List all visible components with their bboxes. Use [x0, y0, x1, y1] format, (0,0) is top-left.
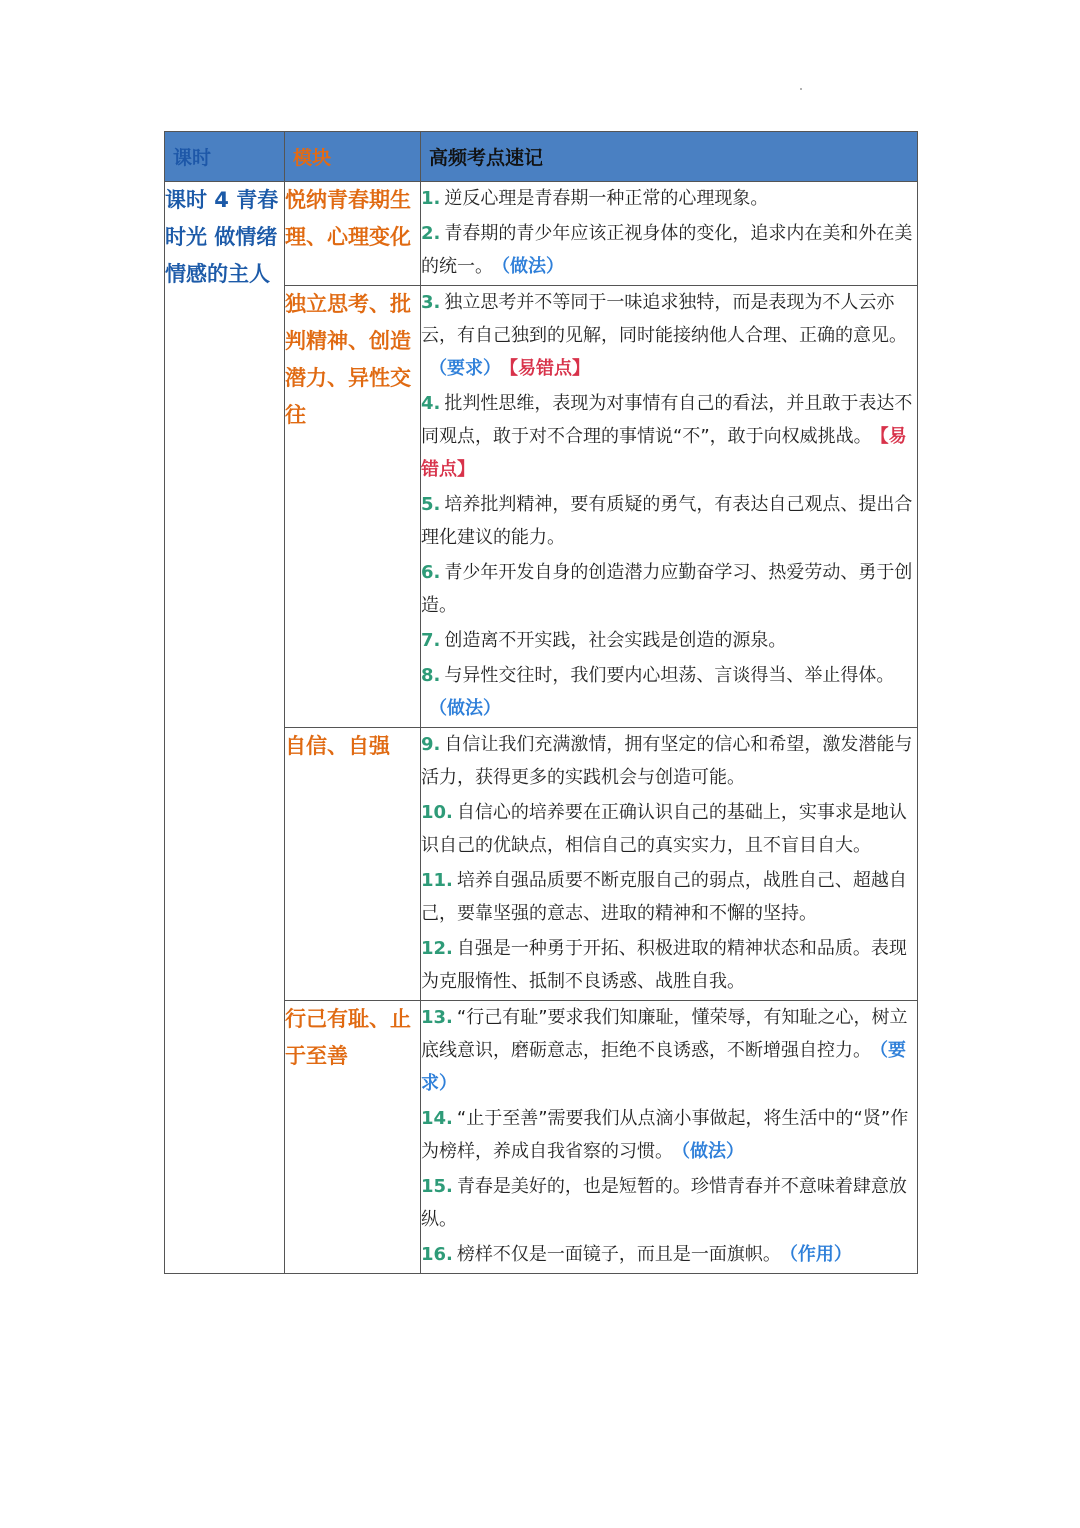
- module-name: 独立思考、批判精神、创造潜力、异性交往: [285, 286, 421, 728]
- point-text: 逆反心理是青春期一种正常的心理现象。: [444, 188, 769, 209]
- point-text: 青春期的青少年应该正视身体的变化，追求内在美和外在美的统一。: [421, 223, 913, 277]
- point-number: 13.: [421, 1007, 453, 1028]
- point-text: 自强是一种勇于开拓、积极进取的精神状态和品质。表现为克服惰性、抵制不良诱惑、战胜自我。: [421, 938, 907, 992]
- category-tag: （要求）: [429, 358, 501, 379]
- point-number: 16.: [421, 1244, 453, 1265]
- module-points: [421, 728, 918, 1001]
- key-point: [421, 286, 917, 385]
- key-point: [421, 488, 917, 554]
- point-text: 青少年开发自身的创造潜力应勤奋学习、热爱劳动、勇于创造。: [421, 562, 913, 616]
- point-text: 批判性思维，表现为对事情有自己的看法，并且敢于表达不同观点，敢于对不合理的事情说“不”，敢于向权威挑战。: [421, 393, 913, 447]
- point-text: 独立思考并不等同于一味追求独特，而是表现为不人云亦云，有自己独到的见解，同时能接纳他人合理、正确的意见。: [421, 292, 907, 346]
- module-points: [421, 1001, 918, 1274]
- module-points: [421, 182, 918, 286]
- category-tag: （做法）: [429, 698, 501, 719]
- key-point: [421, 182, 917, 215]
- point-text: “行己有耻”要求我们知廉耻，懂荣辱，有知耻之心，树立底线意识，磨砺意志，拒绝不良诱惑，不断增强自控力。: [421, 1007, 908, 1061]
- point-number: 6.: [421, 562, 441, 583]
- point-number: 7.: [421, 630, 441, 651]
- point-number: 2.: [421, 223, 441, 244]
- point-number: 14.: [421, 1108, 453, 1129]
- point-text: 自信心的培养要在正确认识自己的基础上，实事求是地认识自己的优缺点，相信自己的真实实力，且不盲目自大。: [421, 802, 907, 856]
- point-number: 9.: [421, 734, 441, 755]
- point-text: 与异性交往时，我们要内心坦荡、言谈得当、举止得体。: [444, 665, 895, 686]
- key-point: [421, 556, 917, 622]
- point-text: 培养自强品质要不断克服自己的弱点，战胜自己、超越自己，要靠坚强的意志、进取的精神和不懈的坚持。: [421, 870, 907, 924]
- key-point: [421, 217, 917, 283]
- key-point: [421, 387, 917, 486]
- key-point: [421, 796, 917, 862]
- point-number: 5.: [421, 494, 441, 515]
- point-number: 4.: [421, 393, 441, 414]
- lesson-title: 课时 4 青春时光 做情绪情感的主人: [165, 182, 285, 1274]
- category-tag: （要求）: [421, 1040, 906, 1094]
- header-module: 模块: [285, 132, 421, 182]
- key-point: [421, 932, 917, 998]
- key-points-table: [164, 131, 918, 1274]
- header-points: 高频考点速记: [421, 132, 918, 182]
- key-point: [421, 659, 917, 725]
- point-text: “止于至善”需要我们从点滴小事做起，将生活中的“贤”作为榜样，养成自我省察的习惯。: [421, 1108, 909, 1162]
- point-number: 12.: [421, 938, 453, 959]
- key-point: [421, 864, 917, 930]
- point-text: 榜样不仅是一面镜子，而且是一面旗帜。: [456, 1244, 781, 1265]
- module-row: [165, 182, 918, 286]
- table-body: [165, 182, 918, 1274]
- key-point: [421, 1001, 917, 1100]
- point-number: 8.: [421, 665, 441, 686]
- module-name: 行己有耻、止于至善: [285, 1001, 421, 1274]
- error-prone-tag: 【易错点】: [509, 358, 590, 379]
- point-number: 11.: [421, 870, 453, 891]
- module-points: [421, 286, 918, 728]
- point-text: 创造离不开实践，社会实践是创造的源泉。: [444, 630, 787, 651]
- category-tag: （做法）: [681, 1141, 744, 1162]
- table-header-row: [165, 132, 918, 182]
- page-marker-dot: [800, 88, 802, 90]
- module-name: 自信、自强: [285, 728, 421, 1001]
- point-number: 10.: [421, 802, 453, 823]
- key-point: [421, 624, 917, 657]
- point-number: 15.: [421, 1176, 453, 1197]
- error-prone-tag: 【易错点】: [421, 426, 907, 480]
- category-tag: （做法）: [501, 256, 564, 277]
- category-tag: （作用）: [788, 1244, 852, 1265]
- key-point: [421, 1170, 917, 1236]
- point-text: 自信让我们充满激情，拥有坚定的信心和希望，激发潜能与活力，获得更多的实践机会与创造可能。: [421, 734, 913, 788]
- key-point: [421, 1238, 917, 1271]
- key-point: [421, 728, 917, 794]
- key-point: [421, 1102, 917, 1168]
- point-number: 3.: [421, 292, 441, 313]
- point-text: 培养批判精神，要有质疑的勇气，有表达自己观点、提出合理化建议的能力。: [421, 494, 913, 548]
- header-lesson: 课时: [165, 132, 285, 182]
- module-name: 悦纳青春期生理、心理变化: [285, 182, 421, 286]
- point-number: 1.: [421, 188, 441, 209]
- point-text: 青春是美好的，也是短暂的。珍惜青春并不意味着肆意放纵。: [421, 1176, 907, 1230]
